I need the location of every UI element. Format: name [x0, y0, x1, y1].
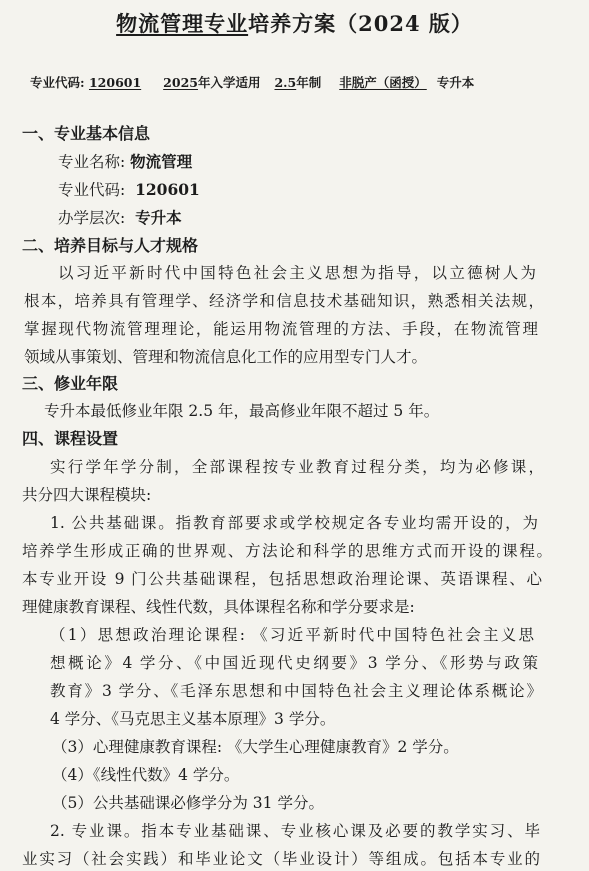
major-name-value: 物流管理: [130, 152, 193, 171]
section-3-heading: 三、修业年限: [22, 374, 119, 393]
paragraph-line: 掌握现代物流管理理论，能运用物流管理的方法、手段，在物流管理: [24, 320, 538, 338]
major-name-row: [58, 152, 192, 172]
paragraph-line: （4）《线性代数》4 学分。: [52, 766, 240, 784]
paragraph-line: 4 学分、《马克思主义基本原理》3 学分。: [50, 710, 336, 728]
subtitle-code-value: 120601: [88, 75, 142, 90]
paragraph-line: 想概论》4 学分、《中国近现代史纲要》3 学分、《形势与政策: [50, 654, 538, 672]
paragraph-line: 教育》3 学分、《毛泽东思想和中国特色社会主义理论体系概论》: [50, 682, 542, 700]
title-plan: 培养方案（2024 版）: [248, 11, 473, 36]
education-level-value: 专升本: [135, 208, 182, 227]
major-code-label: 专业代码:: [58, 181, 126, 199]
paragraph-line: （1）思想政治理论课程: 《习近平新时代中国特色社会主义思: [50, 626, 534, 644]
document-subtitle: [30, 73, 474, 91]
paragraph-line: （3）心理健康教育课程: 《大学生心理健康教育》2 学分。: [52, 738, 459, 756]
subtitle-code-label: 专业代码:: [30, 75, 85, 90]
education-level-row: [58, 208, 182, 228]
paragraph-line: 业实习（社会实践）和毕业论文（毕业设计）等组成。包括本专业的: [22, 850, 540, 868]
section-1-heading: 一、专业基本信息: [22, 124, 151, 143]
major-code-value: 120601: [135, 180, 200, 199]
subtitle-duration-suffix: 年制: [296, 75, 322, 90]
paragraph-line: 共分四大课程模块:: [22, 486, 152, 504]
paragraph-line: 专升本最低修业年限 2.5 年，最高修业年限不超过 5 年。: [44, 402, 440, 420]
paragraph-line: 培养学生形成正确的世界观、方法论和科学的思维方式而开设的课程。: [22, 542, 552, 560]
paragraph-line: 2. 专业课。指本专业基础课、专业核心课及必要的教学实习、毕: [50, 822, 540, 840]
subtitle-level: 专升本: [436, 75, 475, 90]
section-4-heading: 四、课程设置: [22, 429, 119, 448]
document-title: [0, 8, 589, 38]
subtitle-duration-value: 2.5: [274, 75, 297, 90]
subtitle-year-suffix: 年入学适用: [197, 75, 261, 90]
paragraph-line: 1. 公共基础课。指教育部要求或学校规定各专业均需开设的，为: [50, 514, 538, 532]
paragraph-line: 理健康教育课程、线性代数，具体课程名称和学分要求是:: [22, 598, 415, 616]
paragraph-line: （5）公共基础课必修学分为 31 学分。: [52, 794, 324, 812]
paragraph-line: 本专业开设 9 门公共基础课程，包括思想政治理论课、英语课程、心: [22, 570, 542, 588]
major-name-label: 专业名称:: [58, 153, 126, 171]
major-code-row: [58, 180, 200, 200]
subtitle-year-value: 2025: [163, 75, 198, 90]
paragraph-line: 根本，培养具有管理学、经济学和信息技术基础知识，熟悉相关法规，: [24, 292, 544, 310]
paragraph-line: 领域从事策划、管理和物流信息化工作的应用型专门人才。: [24, 348, 428, 366]
subtitle-mode: 非脱产（函授）: [339, 75, 427, 90]
section-2-heading: 二、培养目标与人才规格: [22, 236, 199, 255]
paragraph-line: 实行学年学分制，全部课程按专业教育过程分类，均为必修课，: [50, 458, 544, 476]
education-level-label: 办学层次:: [58, 209, 126, 227]
paragraph-line: 以习近平新时代中国特色社会主义思想为指导，以立德树人为: [58, 264, 536, 282]
title-major: 物流管理专业: [116, 11, 249, 36]
